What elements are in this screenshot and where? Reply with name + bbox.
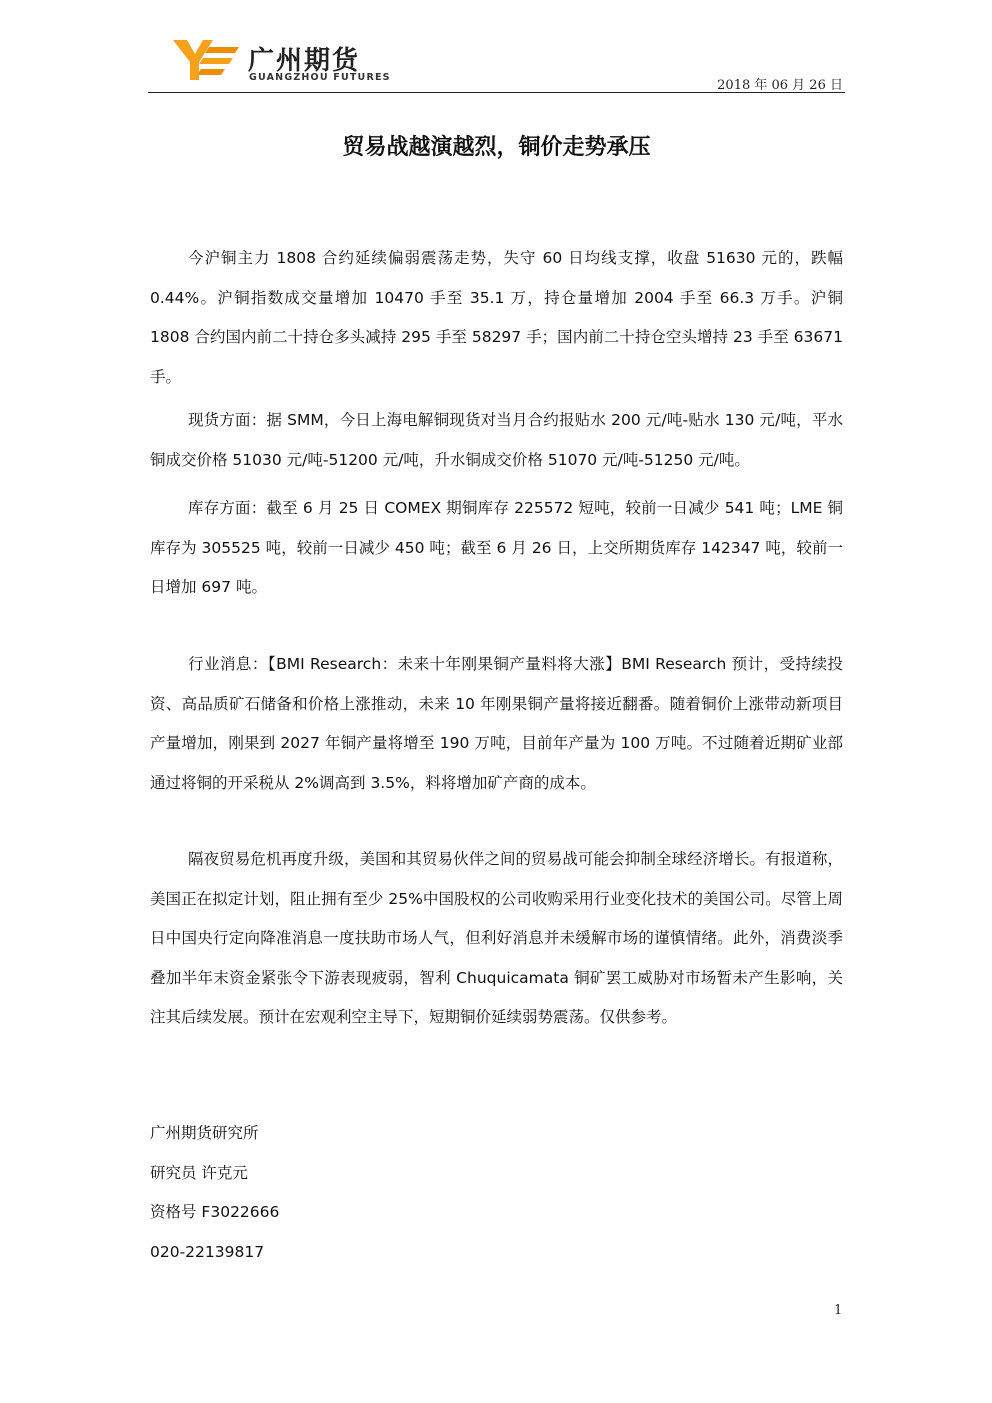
signature-org: 广州期货研究所 (150, 1124, 259, 1142)
report-date: 2018 年 06 月 26 日 (717, 78, 843, 93)
signature-researcher: 研究员 许克元 (150, 1163, 248, 1182)
paragraph-spot: 现货方面：据 SMM，今日上海电解铜现货对当月合约报贴水 200 元/吨-贴水 130 元/吨，平水铜成交价格 51030 元/吨-51200 元/吨，升水铜成交价格 51070 元/吨-51250 元/吨。 (150, 411, 843, 469)
logo-chinese-name: 广州期货 (248, 46, 361, 76)
logo-mark-icon (173, 38, 239, 82)
logo-english-name: GUANGZHOU FUTURES (249, 72, 391, 83)
paragraph-market-summary: 今沪铜主力 1808 合约延续偏弱震荡走势，失守 60 日均线支撑，收盘 51630 元的，跌幅 0.44%。沪铜指数成交量增加 10470 手至 35.1 万，持仓量增加 2004 手至 66.3 万手。沪铜 1808 合约国内前二十持仓多头减持 295 手至 58297 手；国内前二十持仓空头增持 23 手至 63671 手。 (150, 249, 843, 386)
signature-block (150, 1114, 550, 1272)
company-logo (173, 38, 403, 88)
signature-phone: 020-22139817 (150, 1242, 265, 1261)
report-title: 贸易战越演越烈，铜价走势承压 (342, 135, 651, 160)
signature-license: 资格号 F3022666 (150, 1203, 280, 1221)
paragraph-industry-news: 行业消息：【BMI Research：未来十年刚果铜产量料将大涨】BMI Research 预计，受持续投资、高品质矿石储备和价格上涨推动，未来 10 年刚果铜产量将接近翻番。随着铜价上涨带动新项目产量增加，刚果到 2027 年铜产量将增至 190 万吨，目前年产量为 100 万吨。不过随着近期矿业部通过将铜的开采税从 2%调高到 3.5%，料将增加矿产商的成本。 (150, 655, 843, 792)
paragraph-outlook: 隔夜贸易危机再度升级，美国和其贸易伙伴之间的贸易战可能会抑制全球经济增长。有报道称，美国正在拟定计划，阻止拥有至少 25%中国股权的公司收购采用行业变化技术的美国公司。尽管上周日中国央行定向降准消息一度扶助市场人气，但利好消息并未缓解市场的谨慎情绪。此外，消费淡季叠加半年末资金紧张令下游表现疲弱，智利 Chuquicamata 铜矿罢工威胁对市场暂未产生影响，关注其后续发展。预计在宏观利空主导下，短期铜价延续弱势震荡。仅供参考。 (150, 850, 843, 1026)
page-header (148, 34, 845, 94)
paragraph-inventory: 库存方面：截至 6 月 25 日 COMEX 期铜库存 225572 短吨，较前一日减少 541 吨；LME 铜库存为 305525 吨，较前一日减少 450 吨；截至 6 月 26 日，上交所期货库存 142347 吨，较前一日增加 697 吨。 (150, 499, 843, 596)
page-number: 1 (834, 1303, 843, 1318)
header-divider (148, 92, 845, 93)
